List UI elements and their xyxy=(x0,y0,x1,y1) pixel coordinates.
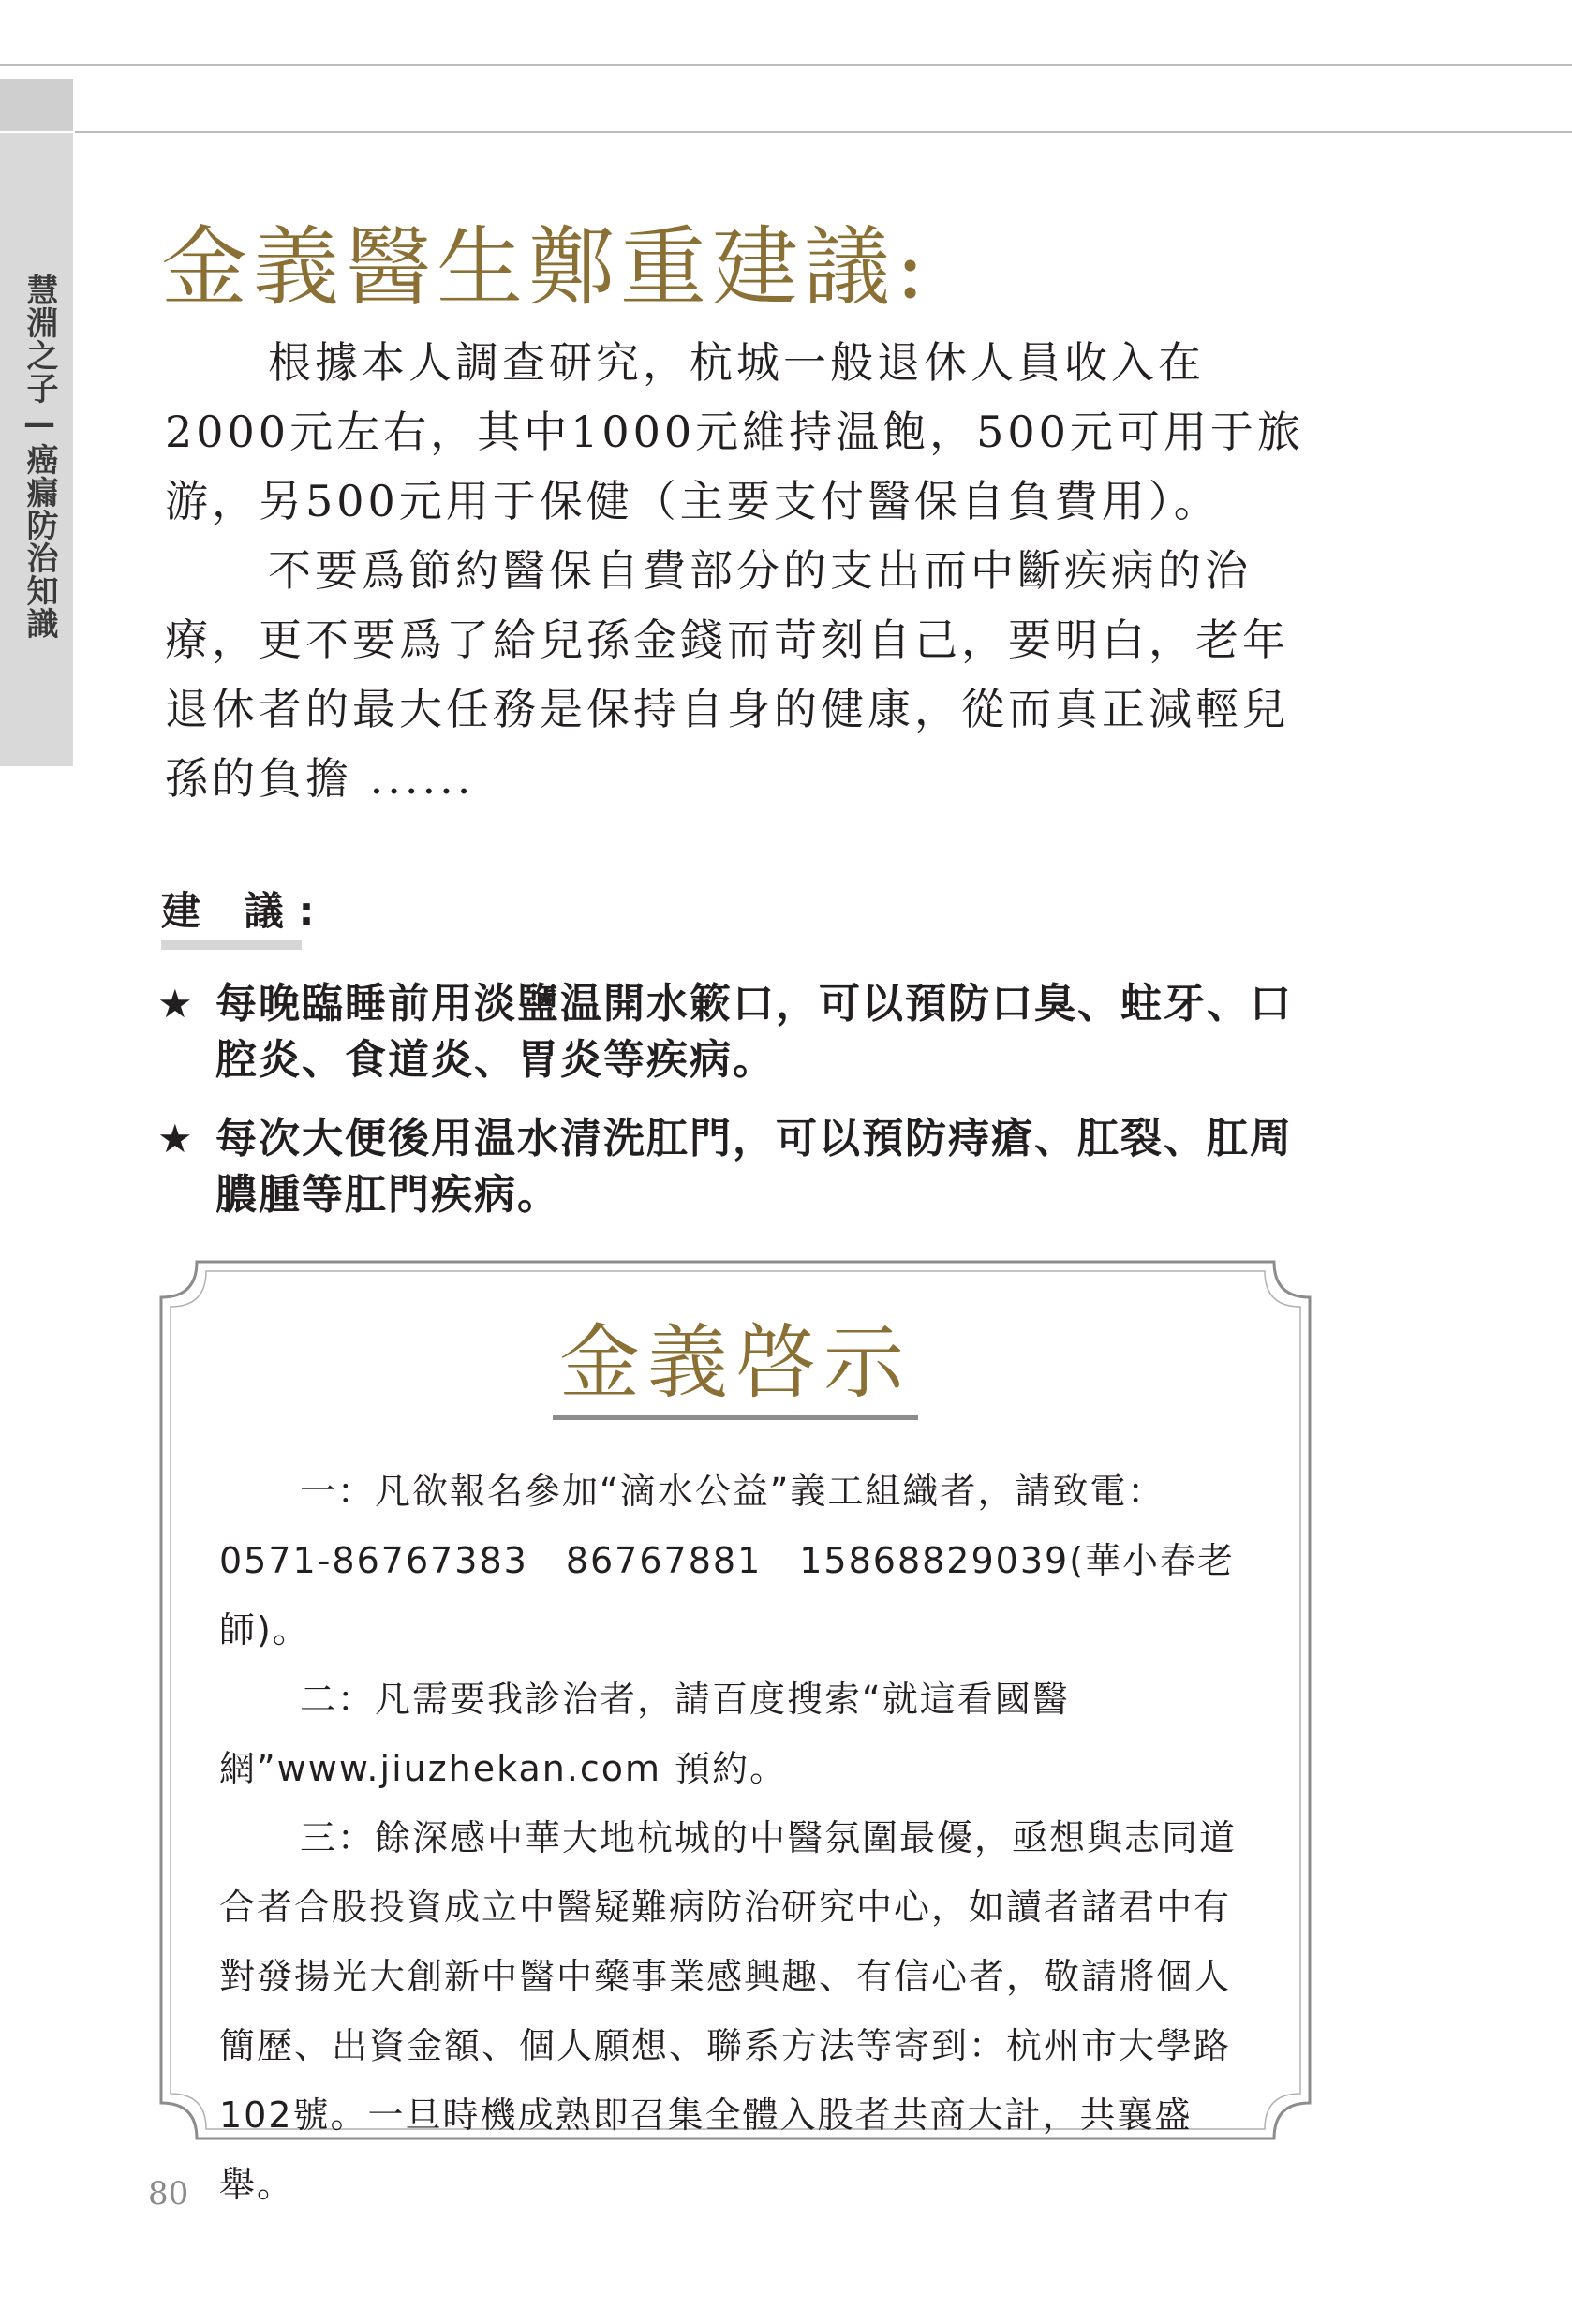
article-paragraph: 不要爲節約醫保自費部分的支出而中斷疾病的治療，更不要爲了給兒孫金錢而苛刻自己，要明白，老年退休者的最大任務是保持自身的健康，從而真正減輕兒孫的負擔 ...... xyxy=(165,545,1289,804)
article-paragraph: 根據本人調查研究，杭城一般退休人員收入在2000元左右，其中1000元維持温飽，500元可用于旅游，另500元用于保健（主要支付醫保自負費用）。 xyxy=(165,337,1304,526)
suggestion-text: 每次大便後用温水清洗肛門，可以預防痔瘡、肛裂、肛周膿腫等肛門疾病。 xyxy=(215,1115,1293,1219)
notice-paragraph: 二：凡需要我診治者，請百度搜索“就這看國醫網”www.jiuzhekan.com 預約。 xyxy=(219,1679,1070,1789)
notice-body xyxy=(219,1457,1240,2219)
star-icon: ★ xyxy=(157,1116,195,1162)
header-rule xyxy=(75,131,1572,133)
suggestions-label: 建 議: xyxy=(161,888,330,934)
suggestion-item xyxy=(157,976,1319,1088)
side-tab-title: 慧淵之子—癌瘺防治知識 xyxy=(21,274,58,640)
suggestion-list xyxy=(157,976,1319,1246)
notice-paragraph: 三：餘深感中華大地杭城的中醫氛圍最優，亟想與志同道合者合股投資成立中醫疑難病防治研究中心，如讀者諸君中有對發揚光大創新中醫中藥事業感興趣、有信心者，敬請將個人簡歷、出資金額、個人願想、聯系方法等寄到：杭州市大學路102號。一旦時機成熟即召集全體入股者共商大計，共襄盛舉。 xyxy=(219,1817,1238,2205)
notice-title: 金義啓示 xyxy=(559,1316,912,1410)
suggestions-underline xyxy=(161,940,302,950)
notice-title-underline xyxy=(553,1415,918,1420)
top-rule xyxy=(0,64,1572,66)
suggestion-item xyxy=(157,1111,1319,1223)
article-heading: 金義醫生鄭重建議: xyxy=(161,217,930,318)
notice-paragraph: 一：凡欲報名參加“滴水公益”義工組織者，請致電：0571-86767383 86767881 15868829039(華小春老師)。 xyxy=(219,1471,1236,1650)
article-body xyxy=(165,328,1308,813)
page-number: 80 xyxy=(148,2175,189,2213)
side-tab-cap xyxy=(0,79,73,131)
suggestion-text: 每晚臨睡前用淡鹽温開水簌口，可以預防口臭、蛀牙、口腔炎、食道炎、胃炎等疾病。 xyxy=(215,980,1293,1084)
star-icon: ★ xyxy=(157,981,195,1027)
